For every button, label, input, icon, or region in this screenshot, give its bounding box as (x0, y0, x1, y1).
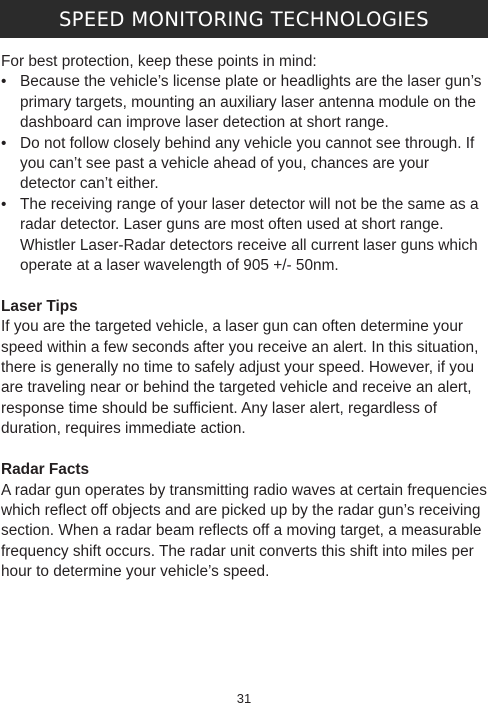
bullet-icon: • (1, 195, 7, 213)
list-item (1, 134, 487, 195)
radar-facts-heading: Radar Facts (1, 461, 90, 479)
list-item-text: The receiving range of your laser detector will not be the same as a radar detector. Laser guns are most often used at short range. Whistler Laser-Radar detectors receive all current laser guns which operate at a laser wavelength of 905 +/- 50nm. (20, 195, 479, 275)
page-content (1, 52, 487, 583)
protection-tips-list (1, 72, 487, 276)
page-header (0, 0, 488, 38)
page-number: 31 (236, 691, 252, 706)
radar-facts-body: A radar gun operates by transmitting radio waves at certain frequencies which reflect off objects and are picked up by the radar gun’s receiving section. When a radar beam reflects off a moving target, a measurable frequency shift occurs. The radar unit converts this shift into miles per hour to determine your vehicle’s speed. (1, 481, 487, 581)
laser-tips-heading: Laser Tips (1, 297, 78, 315)
list-item (1, 195, 487, 277)
intro-text: For best protection, keep these points in mind: (1, 53, 317, 70)
list-item (1, 72, 487, 133)
bullet-icon: • (1, 73, 7, 91)
list-item-text: Do not follow closely behind any vehicle you cannot see through. If you can’t see past a vehicle ahead of you, chances are your detector can’t either. (20, 134, 475, 193)
list-item-text: Because the vehicle’s license plate or headlights are the laser gun’s primary targets, mounting an auxiliary laser antenna module on the dashboard can improve laser detection at short range. (20, 73, 482, 132)
bullet-icon: • (1, 134, 7, 152)
laser-tips-body: If you are the targeted vehicle, a laser gun can often determine your speed within a few seconds after you receive an alert. In this situation, there is generally no time to safely adjust your speed. However, if you are traveling near or behind the targeted vehicle and receive an alert, response time should be sufficient. Any laser alert, regardless of duration, requires immediate action. (1, 318, 479, 438)
page-title: SPEED MONITORING TECHNOLOGIES (58, 7, 430, 31)
